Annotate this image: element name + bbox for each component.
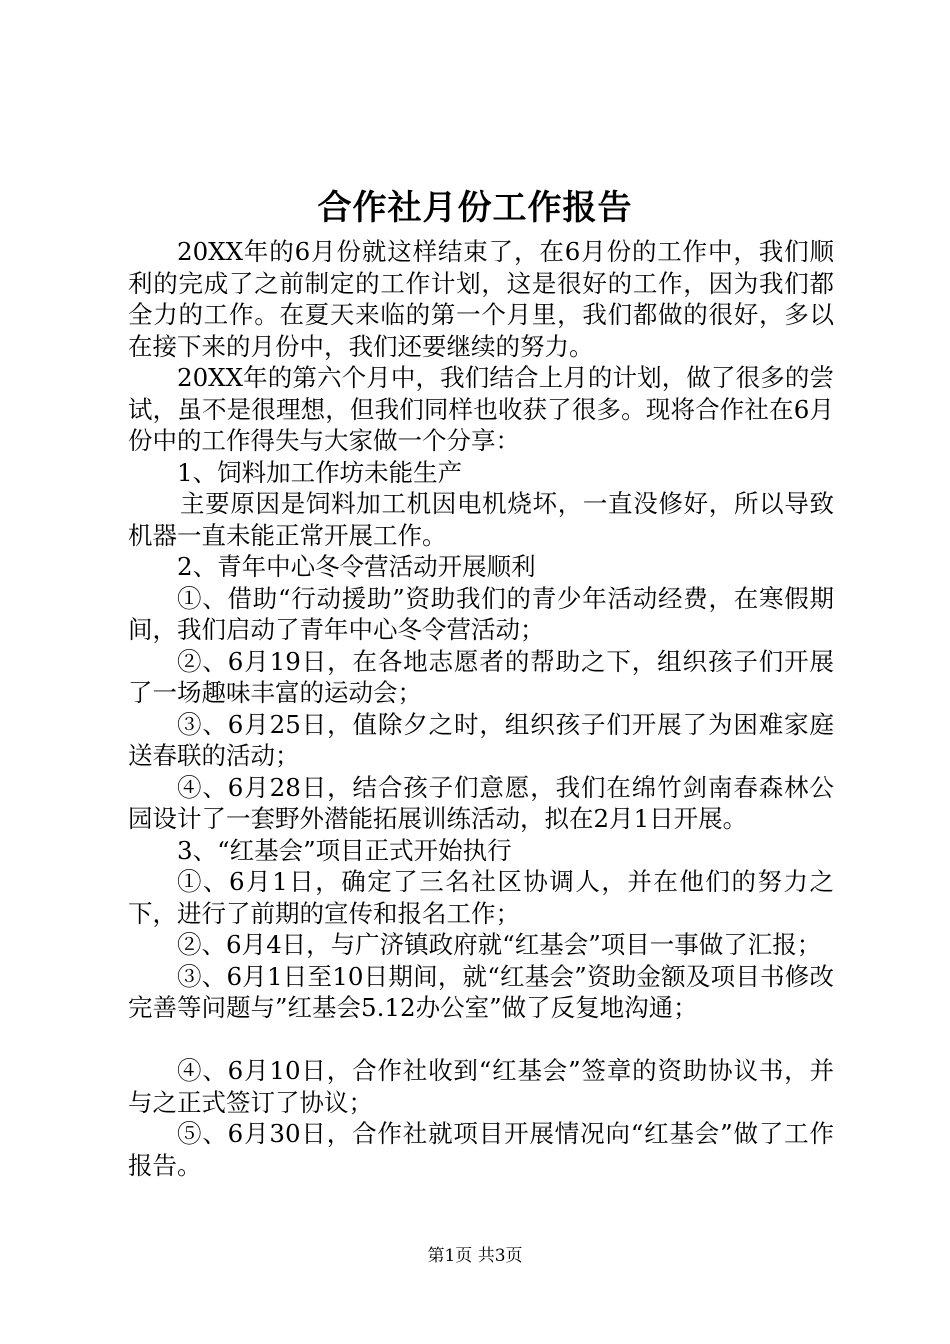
list-item: ①、借助“行动援助”资助我们的青少年活动经费，在寒假期间，我们启动了青年中心冬令营活动；	[128, 583, 834, 644]
document-title: 合作社月份工作报告	[317, 188, 633, 228]
document-body	[128, 236, 834, 1181]
list-item: ②、6月4日，与广济镇政府就“红基会”项目一事做了汇报；	[177, 930, 822, 959]
list-item: ④、6月28日，结合孩子们意愿，我们在绵竹剑南春森林公园设计了一套野外潜能拓展训练活动，拟在2月1日开展。	[128, 772, 834, 833]
section-heading-2: 2、青年中心冬令营活动开展顺利	[177, 552, 536, 581]
paragraph-reason: 主要原因是饲料加工机因电机烧坏，一直没修好，所以导致机器一直未能正常开展工作。	[128, 489, 834, 550]
list-item: ②、6月19日，在各地志愿者的帮助之下，组织孩子们开展了一场趣味丰富的运动会；	[128, 646, 834, 707]
page-footer: 第1页 共3页	[427, 1246, 523, 1266]
paragraph-summary: 20XX年的第六个月中，我们结合上月的计划，做了很多的尝试，虽不是很理想，但我们同样也收获了很多。现将合作社在6月份中的工作得失与大家做一个分享：	[128, 363, 834, 455]
list-item: ④、6月10日，合作社收到“红基会”签章的资助协议书，并与之正式签订了协议；	[128, 1056, 834, 1117]
list-item: ①、6月1日，确定了三名社区协调人，并在他们的努力之下，进行了前期的宣传和报名工作；	[128, 867, 834, 928]
blank-line	[128, 1024, 834, 1056]
section-heading-3: 3、“红基会”项目正式开始执行	[177, 835, 512, 865]
list-item: ③、6月25日，值除夕之时，组织孩子们开展了为困难家庭送春联的活动；	[128, 709, 834, 770]
paragraph-intro: 20XX年的6月份就这样结束了，在6月份的工作中，我们顺利的完成了之前制定的工作计划，这是很好的工作，因为我们都全力的工作。在夏天来临的第一个月里，我们都做的很好，多以在接下来的月份中，我们还要继续的努力。	[128, 237, 834, 361]
list-item: ⑤、6月30日，合作社就项目开展情况向“红基会”做了工作报告。	[128, 1119, 834, 1180]
list-item: ③、6月1日至10日期间，就“红基会”资助金额及项目书修改完善等问题与”红基会5.12办公室”做了反复地沟通；	[128, 961, 834, 1022]
section-heading-1: 1、饲料加工作坊未能生产	[177, 457, 463, 487]
